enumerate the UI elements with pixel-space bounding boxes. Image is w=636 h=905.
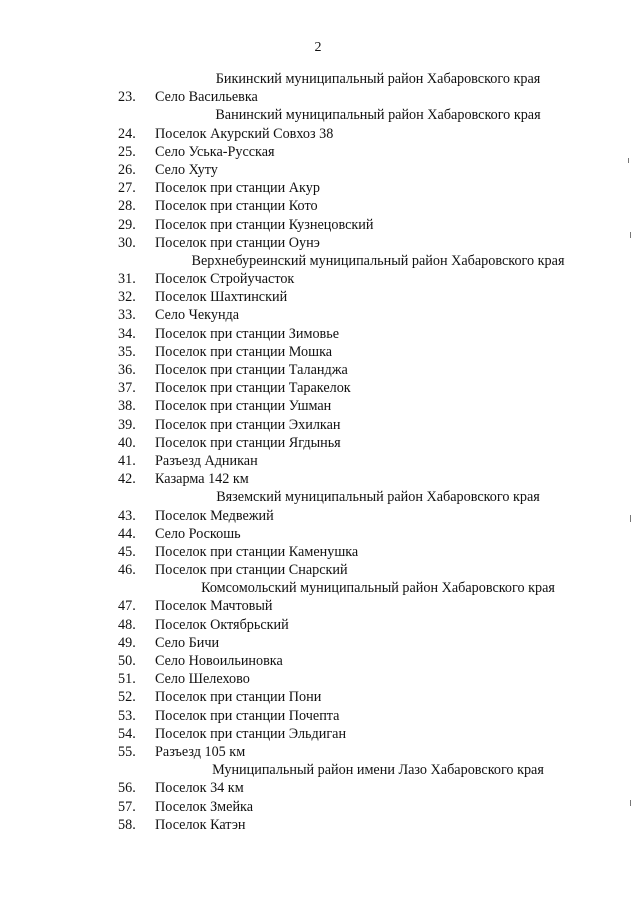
item-name: Казарма 142 км: [155, 471, 249, 488]
item-name: Поселок при станции Кузнецовский: [155, 216, 374, 233]
item-number: 47.: [118, 598, 136, 615]
list-item: [0, 88, 636, 106]
list-item: [0, 306, 636, 324]
item-name: Село Новоильиновка: [155, 653, 283, 669]
scan-speck: [630, 515, 631, 522]
item-number: 51.: [118, 671, 136, 688]
item-name: Село Хуту: [155, 161, 218, 178]
list-item: [0, 616, 636, 634]
item-number: 40.: [118, 434, 136, 451]
item-number: 58.: [118, 816, 136, 833]
list-item: [0, 688, 636, 706]
item-number: 36.: [118, 362, 136, 378]
item-number: 42.: [118, 471, 136, 488]
list-item: [0, 779, 636, 797]
item-number: 41.: [118, 452, 136, 469]
item-number: 54.: [118, 725, 136, 742]
item-number: 50.: [118, 653, 136, 669]
list-item: [0, 379, 636, 397]
item-number: 31.: [118, 271, 136, 288]
section-heading: Бикинский муниципальный район Хабаровского края: [215, 71, 541, 87]
item-number: 52.: [118, 689, 136, 706]
item-number: 46.: [118, 562, 136, 579]
item-number: 57.: [118, 798, 136, 815]
item-name: Поселок при станции Почепта: [155, 707, 340, 724]
item-number: 33.: [118, 307, 136, 324]
item-name: Поселок Змейка: [155, 798, 254, 815]
item-name: Село Бичи: [155, 634, 220, 651]
list-item: [0, 816, 636, 834]
list-item: [0, 743, 636, 761]
settlement-list: [0, 70, 636, 834]
item-name: Поселок Мачтовый: [155, 598, 273, 615]
item-name: Разъезд Адникан: [155, 452, 258, 469]
list-item: [0, 561, 636, 579]
scan-speck: [630, 800, 631, 806]
list-item: [0, 234, 636, 252]
list-item: [0, 525, 636, 543]
list-item: [0, 416, 636, 434]
item-name: Поселок при станции Эхилкан: [155, 416, 341, 433]
page-number: 2: [314, 40, 322, 55]
list-item: [0, 597, 636, 615]
item-number: 28.: [118, 198, 136, 215]
item-name: Поселок при станции Снарский: [155, 562, 348, 579]
item-name: Поселок при станции Таланджа: [155, 362, 348, 378]
item-number: 25.: [118, 143, 136, 160]
list-item: [0, 161, 636, 179]
section-heading: Верхнебуреинский муниципальный район Хабаровского края: [191, 252, 565, 269]
list-item: [0, 652, 636, 670]
item-number: 49.: [118, 634, 136, 651]
item-name: Поселок при станции Ушман: [155, 398, 332, 415]
list-item: [0, 707, 636, 725]
list-item: [0, 216, 636, 234]
item-number: 53.: [118, 707, 136, 724]
item-name: Поселок Акурский Совхоз 38: [155, 125, 334, 142]
item-number: 24.: [118, 125, 136, 142]
item-name: Село Васильевка: [155, 89, 258, 106]
section-heading: Комсомольский муниципальный район Хабаровского края: [201, 580, 555, 597]
item-number: 55.: [118, 743, 136, 760]
item-name: Поселок при станции Зимовье: [155, 325, 340, 342]
item-name: Поселок при станции Таракелок: [155, 380, 351, 397]
item-number: 45.: [118, 543, 136, 560]
section-heading: Муниципальный район имени Лазо Хабаровского края: [212, 762, 544, 779]
item-number: 43.: [118, 507, 136, 524]
item-name: Поселок при станции Пони: [155, 689, 322, 706]
list-item: [0, 434, 636, 452]
item-name: Поселок при станции Ягдынья: [155, 434, 341, 451]
list-item: [0, 634, 636, 652]
list-item: [0, 507, 636, 525]
section-heading: Вяземский муниципальный район Хабаровского края: [216, 489, 540, 506]
list-item: [0, 197, 636, 215]
item-number: 32.: [118, 289, 136, 306]
item-name: Поселок Стройучасток: [155, 271, 295, 288]
list-item: [0, 725, 636, 743]
list-item: [0, 270, 636, 288]
item-number: 44.: [118, 525, 136, 542]
list-item: [0, 179, 636, 197]
list-item: [0, 361, 636, 379]
item-number: 56.: [118, 780, 136, 797]
item-name: Поселок при станции Кото: [155, 198, 318, 215]
item-name: Поселок Катэн: [155, 816, 246, 833]
list-item: [0, 343, 636, 361]
section-heading: Ванинский муниципальный район Хабаровского края: [215, 107, 541, 124]
item-name: Поселок при станции Эльдиган: [155, 725, 347, 742]
item-number: 39.: [118, 416, 136, 433]
item-number: 35.: [118, 343, 136, 360]
item-name: Поселок 34 км: [155, 780, 244, 797]
item-number: 37.: [118, 380, 136, 397]
item-number: 30.: [118, 234, 136, 251]
item-number: 26.: [118, 161, 136, 178]
item-name: Поселок Шахтинский: [155, 289, 288, 306]
list-item: [0, 452, 636, 470]
item-name: Разъезд 105 км: [155, 743, 246, 760]
item-number: 27.: [118, 180, 136, 197]
item-name: Село Уська-Русская: [155, 143, 275, 160]
item-name: Поселок при станции Каменушка: [155, 543, 359, 560]
item-number: 23.: [118, 89, 136, 106]
list-item: [0, 798, 636, 816]
list-item: [0, 143, 636, 161]
item-name: Село Чекунда: [155, 307, 240, 324]
item-name: Поселок при станции Оунэ: [155, 234, 320, 251]
item-number: 34.: [118, 325, 136, 342]
item-number: 38.: [118, 398, 136, 415]
list-item: [0, 470, 636, 488]
item-name: Поселок при станции Мошка: [155, 343, 333, 360]
list-item: [0, 397, 636, 415]
item-number: 29.: [118, 216, 136, 233]
item-name: Поселок при станции Акур: [155, 180, 320, 197]
list-item: [0, 670, 636, 688]
list-item: [0, 325, 636, 343]
item-name: Поселок Медвежий: [155, 507, 274, 524]
item-number: 48.: [118, 616, 136, 633]
list-item: [0, 543, 636, 561]
item-name: Село Роскошь: [155, 525, 241, 542]
list-item: [0, 125, 636, 143]
item-name: Поселок Октябрьский: [155, 616, 289, 633]
item-name: Село Шелехово: [155, 671, 250, 688]
list-item: [0, 288, 636, 306]
scan-speck: [628, 158, 629, 163]
scan-speck: [630, 232, 631, 238]
